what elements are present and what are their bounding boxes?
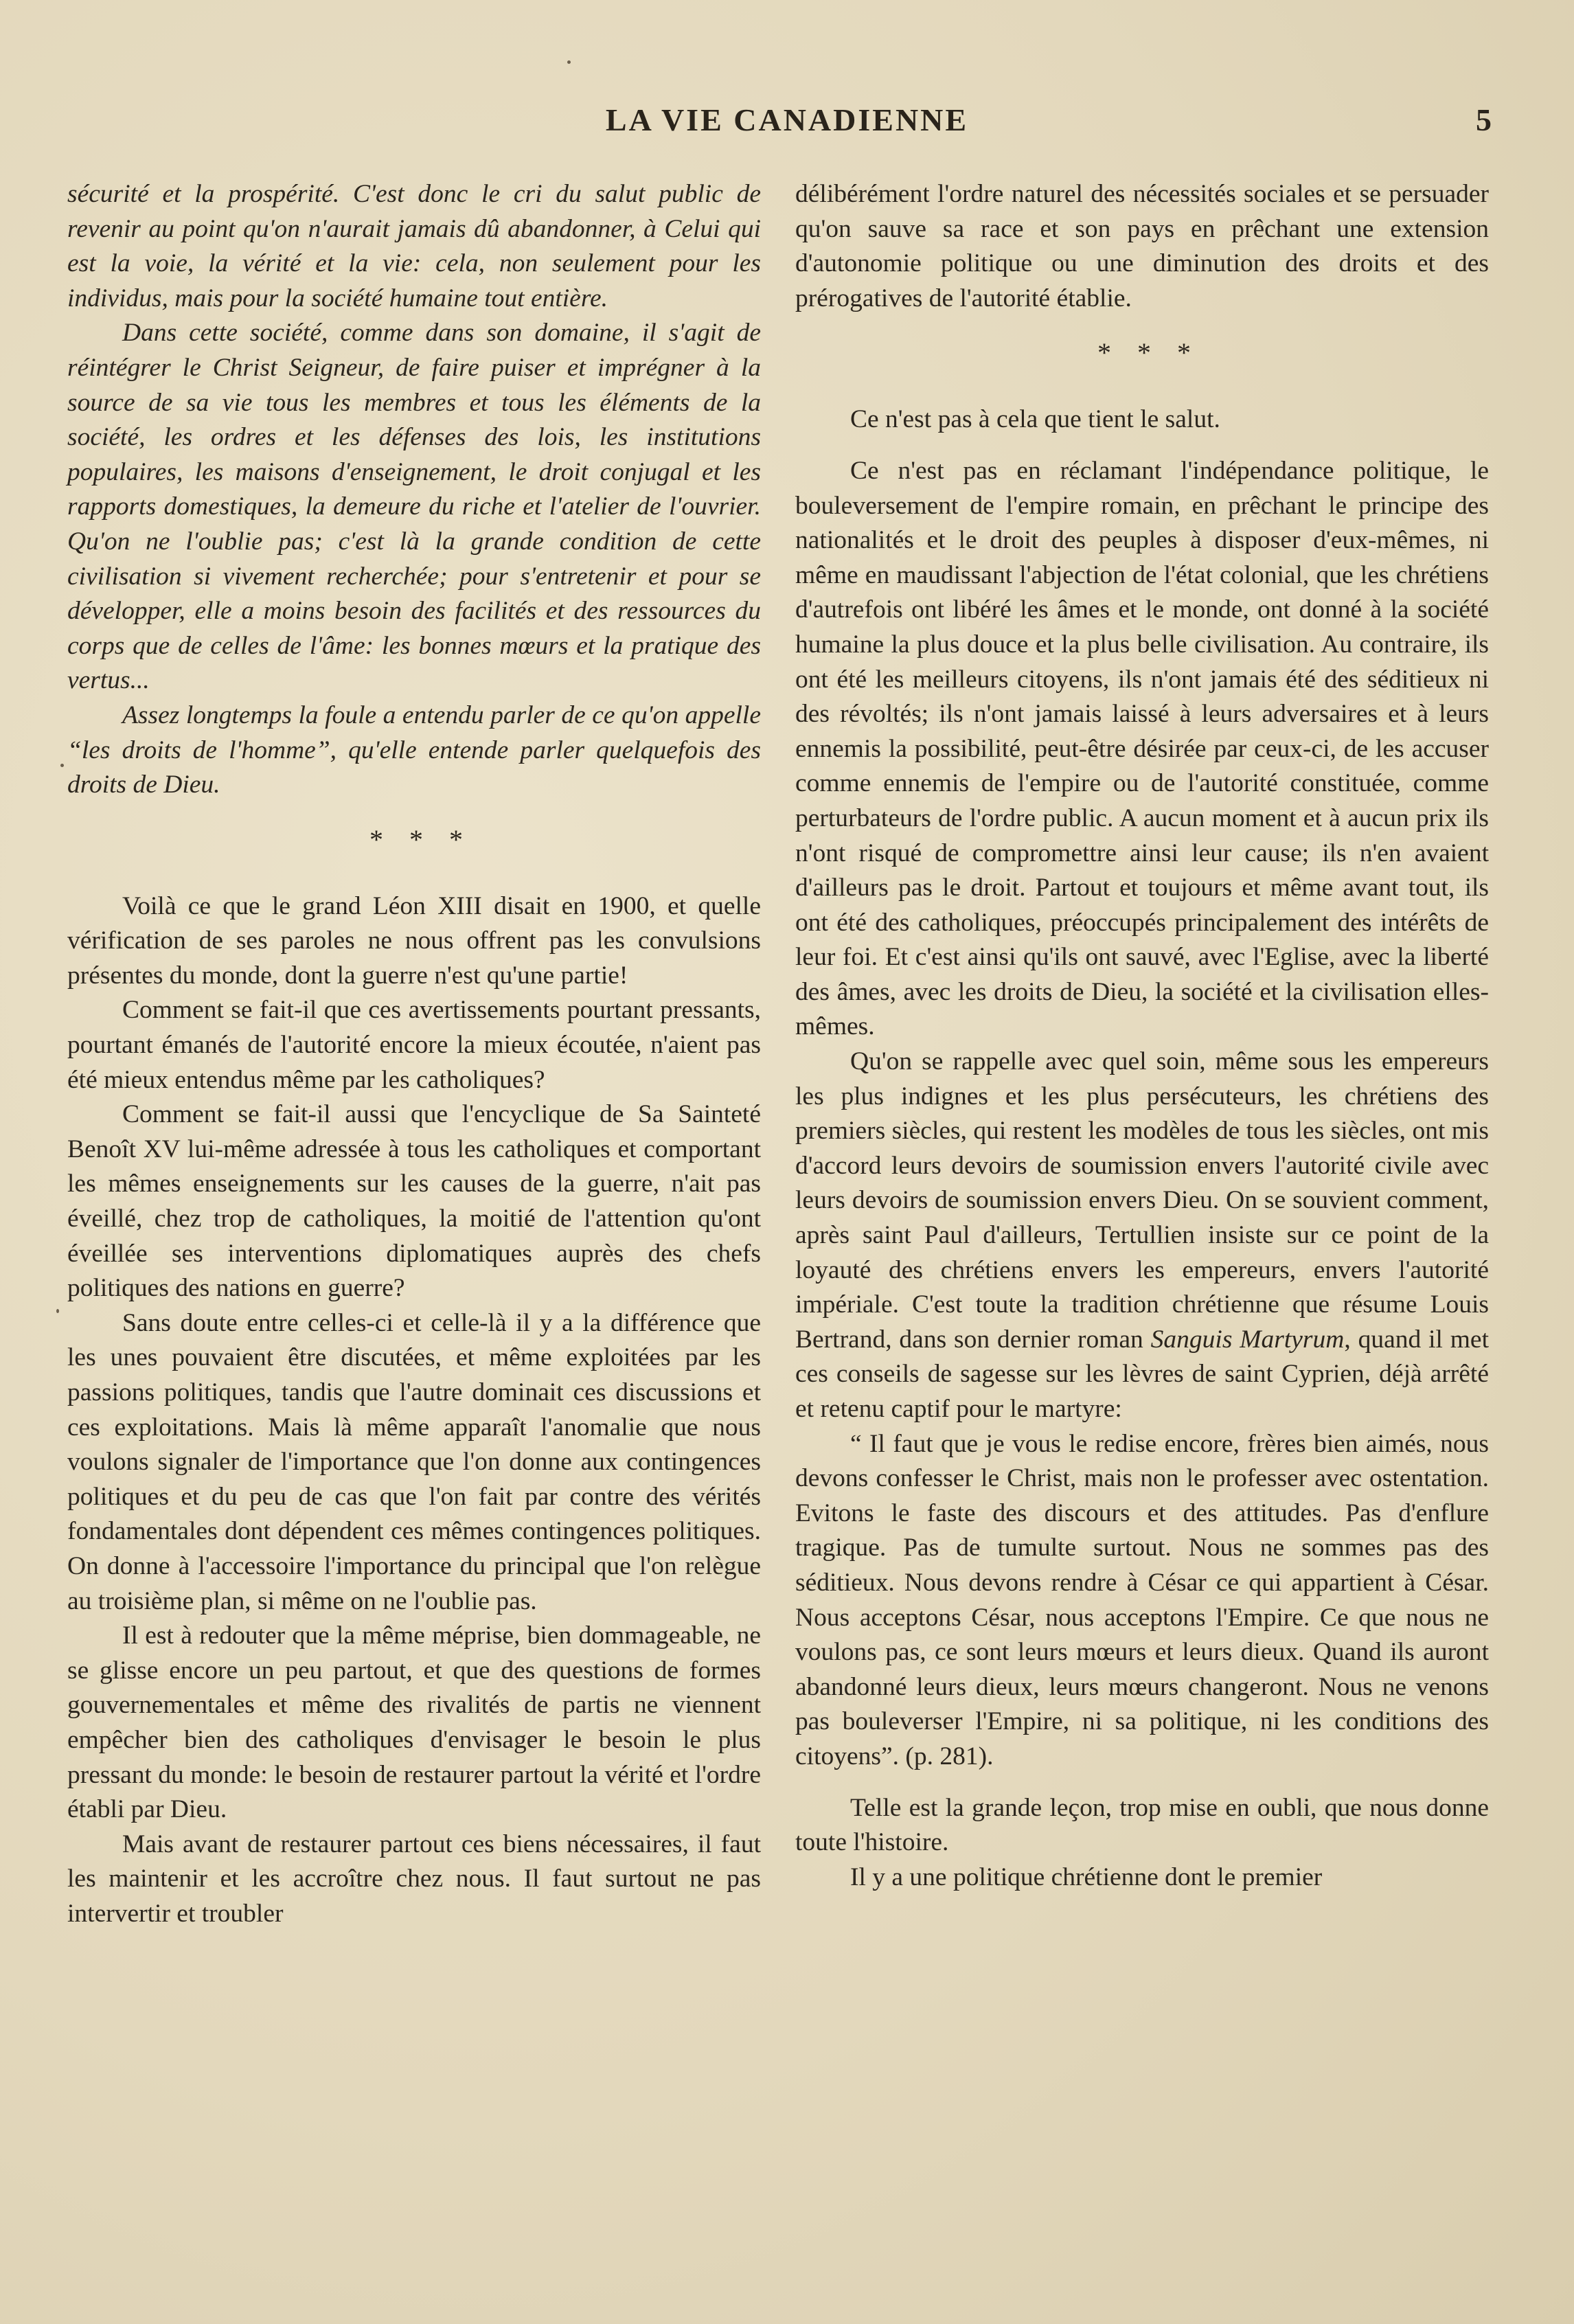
quotation-paragraph: “ Il faut que je vous le redise encore, frères bien aimés, nous devons confesser le Christ, mais non le professer avec ostentation. Evitons le faste des discours et des attitudes. Pas d'enflure tragique. Pas de tumulte surtout. Nous ne sommes pas des séditieux. Nous devons rendre à César ce qui appartient à César. Nous acceptons César, nous acceptons l'Empire. Ce que nous ne voulons pas, ce sont leurs mœurs et leurs dieux. Quand ils auront abandonné leurs dieux, leurs mœurs changeront. Nous ne venons pas bouleverser l'Empire, ni sa politique, ni les conditions des citoyens”. (p. 281). — [795, 1429, 1489, 1770]
paragraph: délibérément l'ordre naturel des nécessités sociales et se persuader qu'on sauve sa race et son pays en prêchant une extension d'autonomie politique ou une diminution des droits et des prérogatives de l'autorité établie. — [795, 180, 1489, 312]
book-title: Sanguis Martyrum — [1150, 1325, 1345, 1354]
paragraph: sécurité et la prospérité. C'est donc le cri du salut public de revenir au point qu'on n'aurait jamais dû abandonner, à Celui qui est la voie, la vérité et la vie: cela, non seulement pour les individus, mais pour la société humaine tout entière. — [67, 180, 761, 312]
text-run: , quand il met ces conseils de sagesse sur les lèvres de saint Cyprien, déjà arrêté et retenu captif pour le martyre: — [795, 1325, 1489, 1423]
section-separator: * * * — [1097, 337, 1200, 369]
paragraph: Comment se fait-il que ces avertissements pourtant pressants, pourtant émanés de l'autorité encore la mieux écoutée, n'aient pas été mieux entendus même par les catholiques? — [67, 996, 761, 1094]
page-header — [69, 102, 1505, 150]
right-column — [795, 177, 1489, 1895]
running-title: LA VIE CANADIENNE — [605, 102, 969, 137]
paragraph: Comment se fait-il aussi que l'encyclique de Sa Sainteté Benoît XV lui-même adressée à tous les catholiques et comportant les mêmes enseignements sur les causes de la guerre, n'ait pas éveillé, chez trop de catholiques, la moitié de l'attention qu'ont éveillée ses interventions diplomatiques auprès des chefs politiques des nations en guerre? — [67, 1100, 761, 1303]
paragraph: Ce n'est pas à cela que tient le salut. — [850, 405, 1220, 434]
paragraph: Il y a une politique chrétienne dont le premier — [850, 1862, 1323, 1891]
paragraph: Mais avant de restaurer partout ces biens nécessaires, il faut les maintenir et les accroître chez nous. Il faut surtout ne pas intervertir et troubler — [67, 1830, 761, 1928]
paragraph: Telle est la grande leçon, trop mise en oubli, que nous donne toute l'histoire. — [795, 1793, 1489, 1857]
paragraph — [795, 1045, 1489, 1427]
paragraph: Il est à redouter que la même méprise, bien dommageable, ne se glisse encore un peu partout, et que des questions de formes gouvernementales et même des rivalités de partis ne viennent empêcher bien des catholiques d'envisager le besoin le plus pressant du monde: le besoin de restaurer partout la vérité et l'ordre établi par Dieu. — [67, 1621, 761, 1824]
paper-speck — [60, 764, 64, 767]
paper-speck — [567, 60, 571, 64]
paragraph: Dans cette société, comme dans son domaine, il s'agit de réintégrer le Christ Seigneur, de faire puiser et imprégner à la source de sa vie tous les membres et tous les éléments de la société, les ordres et les défenses des lois, les institutions populaires, les maisons d'enseignement, le droit conjugal et les rapports domestiques, la demeure du riche et l'atelier de l'ouvrier. Qu'on ne l'oublie pas; c'est là la grande condition de cette civilisation si vivement recherchée; pour s'entretenir et pour se développer, elle a moins besoin des facilités et des ressources du corps que de celles de l'âme: les bonnes mœurs et la pratique des vertus... — [67, 319, 761, 695]
paragraph: Sans doute entre celles-ci et celle-là il y a la différence que les unes pouvaient être discutées, et même exploitées par les passions politiques, tandis que l'autre dominait ces discussions et ces exploitations. Mais là même apparaît l'anomalie que nous voulons signaler de l'importance que l'on donne aux contingences politiques et du peu de cas que l'on fait par contre des vérités fondamentales dont dépendent ces mêmes contingences politiques. On donne à l'accessoire l'importance du principal que l'on relègue au troisième plan, si même on ne l'oublie pas. — [67, 1308, 761, 1615]
paragraph: Ce n'est pas en réclamant l'indépendance politique, le bouleversement de l'empire romain, en prêchant le principe des nationalités et le droit des peuples à disposer d'eux-mêmes, ni même en maudissant l'abjection de l'état colonial, que les chrétiens d'autrefois ont libéré les âmes et le monde, ont donné à la société humaine la plus douce et la plus belle civilisation. Au contraire, ils ont été les meilleurs citoyens, ils n'ont jamais été des séditieux ni des révoltés; ils n'ont jamais laissé à leurs adversaires et à leurs ennemis la possibilité, peut-être désirée par ceux-ci, de les accuser comme ennemis de l'empire ou de l'autorité constituée, comme perturbateurs de l'ordre public. A aucun moment et à aucun prix ils n'ont risqué de compromettre ainsi leur cause; ils n'en avaient d'ailleurs pas le droit. Partout et toujours et même avant tout, ils ont été des catholiques, préoccupés principalement des intérêts de leur foi. Et c'est ainsi qu'ils ont sauvé, avec l'Eglise, avec la liberté des âmes, avec les droits de Dieu, la société et la civilisation elles-mêmes. — [795, 456, 1489, 1041]
left-column — [67, 177, 761, 1932]
paper-speck — [56, 1309, 59, 1313]
section-separator: * * * — [369, 823, 472, 855]
page-number: 5 — [1476, 102, 1492, 137]
text-run: Qu'on se rappelle avec quel soin, même sous les empereurs les plus indignes et les plus persécuteurs, les chrétiens des premiers siècles, qui restent les modèles de tous les siècles, ont mis d'accord leurs devoirs de soumission envers l'autorité civile avec leurs devoirs de soumission envers Dieu. On se souvient comment, après saint Paul d'ailleurs, Tertullien insiste sur ce point de la loyauté des chrétiens envers les empereurs, envers l'autorité impériale. C'est toute la tradition chrétienne que résume Louis Bertrand, dans son dernier roman — [795, 1047, 1489, 1354]
paragraph: Assez longtemps la foule a entendu parler de ce qu'on appelle “les droits de l'homme”, qu'elle entende parler quelquefois des droits de Dieu. — [67, 700, 761, 799]
paragraph: Voilà ce que le grand Léon XIII disait en 1900, et quelle vérification de ses paroles ne nous offrent pas les convulsions présentes du monde, dont la guerre n'est qu'une partie! — [67, 891, 761, 990]
